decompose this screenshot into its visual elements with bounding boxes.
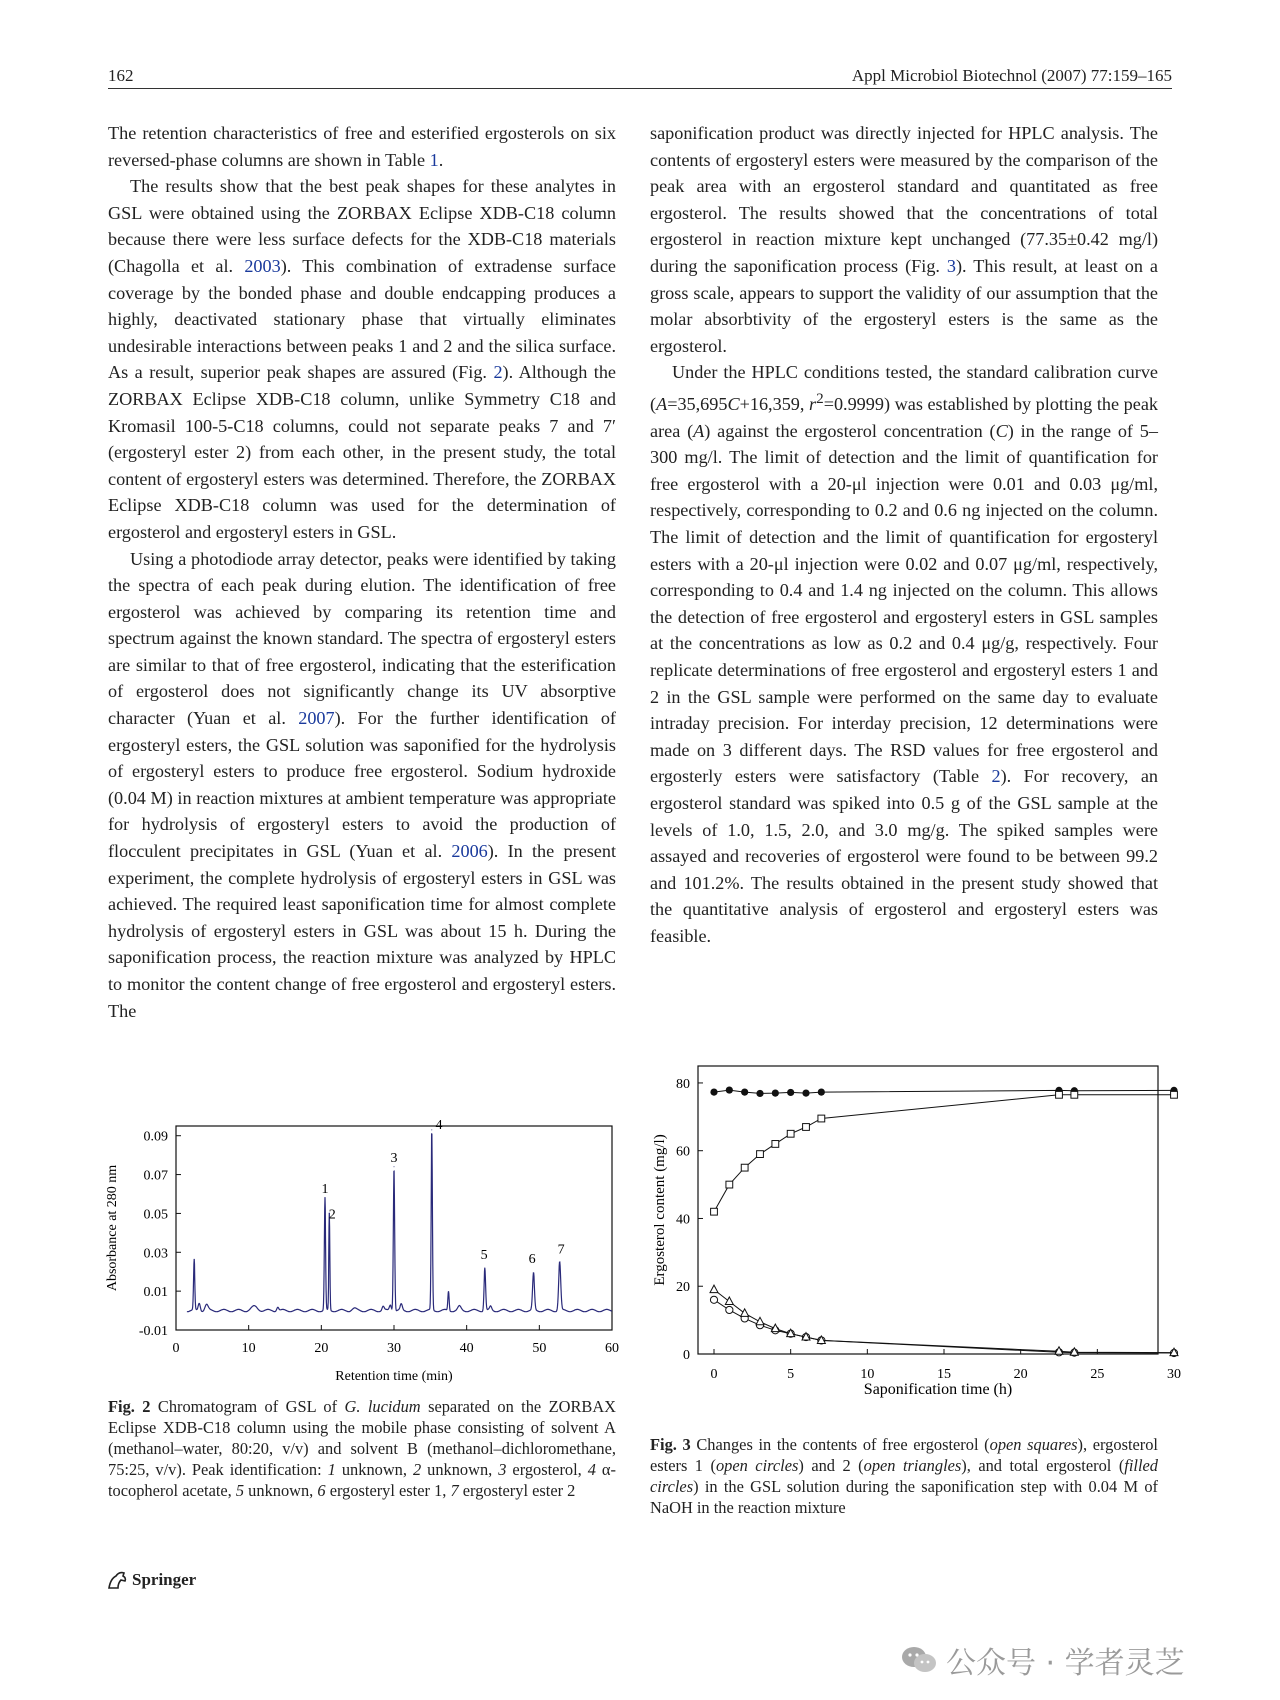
data-point-free xyxy=(741,1164,748,1171)
data-point-ester2 xyxy=(756,1317,764,1325)
data-point-free xyxy=(726,1181,733,1188)
peak-label: 1 xyxy=(321,1182,329,1198)
italic-text: 2 xyxy=(412,1460,422,1479)
plot-frame xyxy=(698,1066,1158,1354)
figure-3-line-chart xyxy=(648,1058,1181,1398)
data-point-free xyxy=(772,1141,779,1148)
paragraph: saponification product was directly injected for HPLC analysis. The contents of ergosteryl esters were measured by the comparison of the peak area with an ergosterol standard and quantitated as free ergosterol. The results showed that the concentrations of total ergosterol in reaction mixture kept unchanged (77.35±0.42 mg/l) during the saponification process (Fig. 3). This result, at least on a gross scale, appears to support the validity of our assumption that the molar absorbtivity of the ergosteryl esters is the same as the ergosterol. xyxy=(650,123,1158,356)
peak-label: 2 xyxy=(328,1207,336,1223)
data-point-total xyxy=(741,1088,748,1095)
citation-link[interactable]: 2006 xyxy=(451,841,488,862)
italic-text: 3 xyxy=(498,1460,507,1479)
x-tick-label: 30 xyxy=(387,1341,401,1356)
paragraph: The retention characteristics of free and esterified ergosterols on six reversed-phase columns are shown in Table 1. xyxy=(108,123,616,170)
right-column xyxy=(650,120,1158,949)
x-tick-label: 20 xyxy=(314,1341,329,1356)
data-point-ester2 xyxy=(725,1297,733,1305)
x-tick-label: 15 xyxy=(937,1367,951,1382)
paragraph: Under the HPLC conditions tested, the standard calibration curve (A=35,695C+16,359, $r^2=0.9999$) was established by plotting the peak area (A) against the ergosterol concentration (C) in the range of 5–300 mg/l. The limit of detection and the limit of quantification for free ergosterol with a 20-μl injection were 0.01 and 0.03 μg/ml, respectively, corresponding to 0.2 and 0.6 ng injected on the column. The limit of detection and the limit of quantification for ergosteryl esters with a 20-μl injection were 0.02 and 0.07 μg/ml, respectively, corresponding to 0.4 and 1.4 ng injected on the column. This allows the detection of free ergosterol and ergosteryl esters in GSL samples at the concentrations as low as 0.2 and 0.4 μg/g, respectively. Four replicate determinations of free ergosterol and ergosteryl esters 1 and 2 in the GSL sample were performed on the same day to evaluate intraday precision. For interday precision, 12 determinations were made on 3 different days. The RSD values for free ergosterol and ergosterly esters were satisfactory (Table 2). For recovery, an ergosterol standard was spiked into 0.5 g of the GSL sample at the levels of 1.0, 1.5, 2.0, and 3.0 mg/g. The spiked samples were assayed and recoveries of ergosterol were found to be between 99.2 and 101.2%. The results obtained in the present study showed that the quantitative analysis of ergosterol and ergosteryl esters was feasible. xyxy=(650,362,1159,946)
peak-apex xyxy=(324,1197,325,1198)
data-point-ester1 xyxy=(710,1296,717,1303)
citation-link[interactable]: 2003 xyxy=(244,255,281,276)
series-line xyxy=(714,1290,1174,1353)
figure-3-caption: Fig. 3 Changes in the contents of free ergosterol (open squares), ergosterol esters 1 (open circles) and 2 (open triangles), and total ergosterol (filled circles) in the GSL solution during the saponification step with 0.04 M of NaOH in the reaction mixture xyxy=(650,1435,1158,1517)
series-line xyxy=(714,1095,1174,1212)
y-tick-label: 0.07 xyxy=(143,1168,168,1184)
page-number: 162 xyxy=(108,66,134,85)
x-tick-label: 25 xyxy=(1090,1367,1105,1382)
peak-label: 5 xyxy=(480,1248,488,1264)
y-tick-label: 0.03 xyxy=(143,1246,168,1262)
peak-label: 6 xyxy=(528,1251,536,1267)
y-axis-label: Absorbance at 280 nm xyxy=(105,1164,120,1292)
figure-2-chromatogram xyxy=(100,1116,630,1396)
peak-apex xyxy=(533,1273,534,1274)
y-axis-label: Ergosterol content (mg/l) xyxy=(652,1134,668,1286)
italic-text: 6 xyxy=(317,1481,326,1500)
citation-link[interactable]: 2 xyxy=(991,766,1001,787)
italic-text: 1 xyxy=(327,1460,336,1479)
paragraph: Using a photodiode array detector, peaks were identified by taking the spectra of each peak during elution. The identification of free ergosterol was achieved by comparing its retention time and spectrum against the known standard. The spectra of ergosteryl esters are similar to that of free ergosterol, indicating that the esterification of ergosterol does not significantly change its UV absorptive character (Yuan et al. 2007). For the further identification of ergosteryl esters, the GSL solution was saponified for the hydrolysis of ergosteryl esters to produce free ergosterol. Sodium hydroxide (0.04 M) in reaction mixtures at ambient temperature was appropriate for hydrolysis of ergosteryl esters to avoid the production of flocculent precipitates in GSL (Yuan et al. 2006). In the present experiment, the complete hydrolysis of ergosteryl esters in GSL was achieved. The required least saponification time for almost complete hydrolysis of ergosteryl esters in GSL was about 15 h. During the saponification process, the reaction mixture was analyzed by HPLC to monitor the content change of free ergosterol and ergosteryl esters. The xyxy=(108,548,616,1021)
y-tick-label: 80 xyxy=(676,1076,690,1092)
italic-text: open circles xyxy=(715,1456,799,1475)
data-point-free xyxy=(711,1208,718,1215)
y-tick-label: 0.05 xyxy=(143,1207,168,1223)
italic-text: r xyxy=(809,394,817,414)
journal-citation: Appl Microbiol Biotechnol (2007) 77:159–165 xyxy=(851,66,1172,85)
italic-text: filled circles xyxy=(650,1456,1158,1496)
peak-apex xyxy=(394,1166,395,1167)
italic-text: A xyxy=(693,420,705,441)
data-point-free xyxy=(1071,1091,1078,1098)
data-point-ester1 xyxy=(726,1306,733,1313)
figure-label: Fig. 3 xyxy=(650,1435,691,1454)
data-point-ester2 xyxy=(741,1309,749,1317)
peak-label: 7 xyxy=(557,1242,565,1258)
figure-label: Fig. 2 xyxy=(108,1397,151,1416)
series-line xyxy=(714,1300,1174,1353)
citation-link[interactable]: 3 xyxy=(946,255,956,276)
x-tick-label: 0 xyxy=(710,1367,718,1382)
x-tick-label: 50 xyxy=(532,1341,547,1356)
y-tick-label: 0.09 xyxy=(143,1129,168,1145)
x-tick-label: 60 xyxy=(605,1341,619,1356)
italic-text: C xyxy=(995,420,1008,441)
data-point-free xyxy=(787,1130,794,1137)
y-tick-label: 0 xyxy=(683,1348,690,1363)
x-tick-label: 5 xyxy=(787,1367,795,1382)
citation-link[interactable]: 2007 xyxy=(298,708,335,729)
watermark-text: 公众号 · 学者灵芝 xyxy=(946,1646,1185,1681)
data-point-total xyxy=(756,1090,763,1097)
springer-horse-icon xyxy=(106,1570,128,1590)
italic-text: 4 xyxy=(587,1460,596,1479)
citation-link[interactable]: 2 xyxy=(493,362,503,383)
italic-text: A xyxy=(656,394,668,414)
x-tick-label: 10 xyxy=(241,1341,256,1356)
italic-text: 7 xyxy=(450,1481,459,1500)
italic-text: 5 xyxy=(235,1481,245,1500)
series-line xyxy=(714,1090,1174,1093)
data-point-free xyxy=(1056,1091,1063,1098)
figure-2-caption: Fig. 2 Chromatogram of GSL of G. lucidum separated on the ZORBAX Eclipse XDB-C18 column using the mobile phase consisting of solvent A (methanol–water, 80:20, v/v) and solvent B (methanol–dichloromethane, 75:25, v/v). Peak identification: 1 unknown, 2 unknown, 3 ergosterol, 4 α-tocopherol acetate, 5 unknown, 6 ergosteryl ester 1, 7 ergosteryl ester 2 xyxy=(108,1397,617,1500)
x-tick-label: 20 xyxy=(1013,1367,1028,1382)
data-point-total xyxy=(710,1088,717,1095)
y-tick-label: 40 xyxy=(676,1212,690,1228)
y-tick-label: 60 xyxy=(676,1144,690,1160)
y-tick-label: 20 xyxy=(676,1280,690,1296)
data-point-total xyxy=(772,1090,779,1097)
peak-apex xyxy=(194,1260,195,1261)
data-point-total xyxy=(787,1089,794,1096)
citation-link[interactable]: 1 xyxy=(429,149,439,170)
data-point-free xyxy=(818,1115,825,1122)
peak-label: 3 xyxy=(390,1150,398,1166)
watermark xyxy=(900,1638,1185,1682)
italic-text: C xyxy=(727,394,740,414)
italic-text: G. lucidum xyxy=(344,1397,421,1416)
publisher-name: Springer xyxy=(132,1570,197,1589)
chromatogram-trace xyxy=(187,1134,612,1312)
italic-text: open triangles xyxy=(863,1456,962,1475)
peak-apex xyxy=(484,1267,485,1268)
data-point-free xyxy=(1171,1091,1178,1098)
data-point-total xyxy=(802,1090,809,1097)
data-point-ester2 xyxy=(710,1285,718,1293)
peak-label: 4 xyxy=(435,1117,443,1133)
y-tick-label: 0.01 xyxy=(143,1285,168,1301)
superscript: 2 xyxy=(816,389,824,407)
data-point-total xyxy=(726,1086,733,1093)
x-tick-label: 40 xyxy=(459,1341,474,1356)
chat-bubbles-icon xyxy=(900,1645,938,1675)
italic-text: open squares xyxy=(989,1435,1078,1454)
running-head xyxy=(108,64,1172,89)
peak-apex xyxy=(431,1129,432,1130)
left-column xyxy=(108,120,616,1024)
x-tick-label: 10 xyxy=(860,1367,875,1382)
publisher-logo xyxy=(106,1570,196,1590)
x-axis-label: Retention time (min) xyxy=(335,1369,453,1384)
x-axis-label: Saponification time (h) xyxy=(863,1381,1013,1398)
paragraph: The results show that the best peak shapes for these analytes in GSL were obtained using the ZORBAX Eclipse XDB-C18 column because there were less surface defects for the XDB-C18 materials (Chagolla et al. 2003). This combination of extradense surface coverage by the bonded phase and double endcapping produces a highly, deactivated stationary phase that virtually eliminates undesirable interactions between peaks 1 and 2 and the silica surface. As a result, superior peak shapes are assured (Fig. 2). Although the ZORBAX Eclipse XDB-C18 column, unlike Symmetry C18 and Kromasil 100-5-C18 columns, could not separate peaks 7 and 7′ (ergosteryl ester 2) from each other, in the present study, the total content of ergosteryl esters was determined. Therefore, the ZORBAX Eclipse XDB-C18 column was used for the determination of ergosterol and ergosteryl esters in GSL. xyxy=(108,176,616,542)
y-tick-label: -0.01 xyxy=(138,1324,168,1339)
data-point-total xyxy=(818,1088,825,1095)
x-tick-label: 0 xyxy=(172,1341,180,1356)
x-tick-label: 30 xyxy=(1167,1367,1181,1382)
data-point-free xyxy=(757,1151,764,1158)
data-point-free xyxy=(803,1124,810,1131)
peak-apex xyxy=(559,1262,560,1263)
